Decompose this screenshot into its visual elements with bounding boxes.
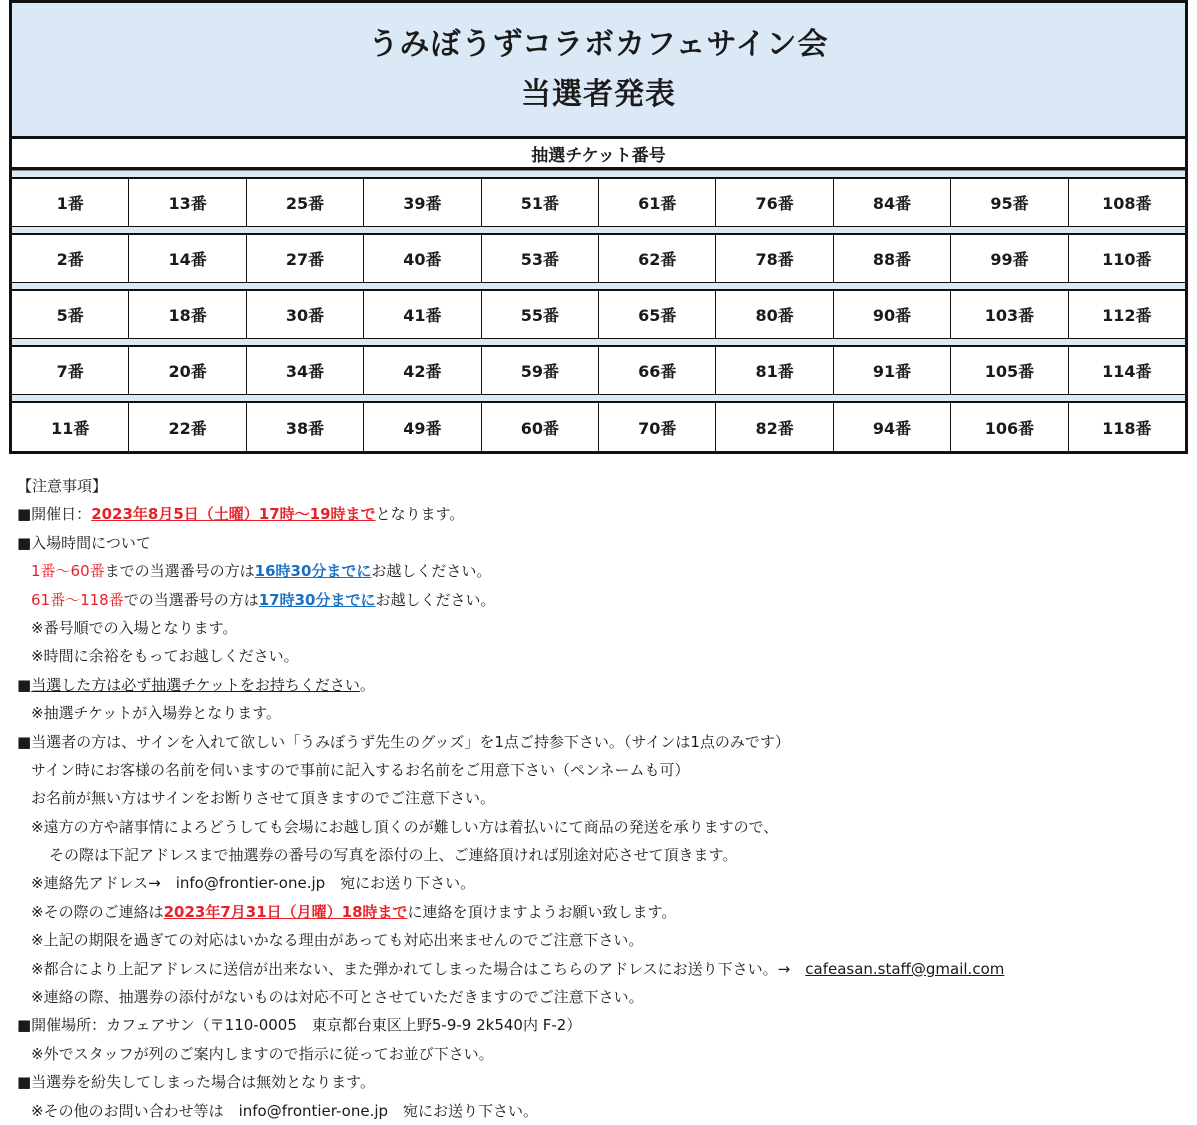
table-row	[12, 291, 1185, 338]
time-note: ※時間に余裕をもってお越しください。	[31, 647, 299, 666]
ticket-number-header: 抽選チケット番号	[9, 139, 1188, 170]
announcement-title: 当選者発表	[521, 76, 676, 112]
row-separator	[12, 170, 1185, 179]
ticket-number-cell: 2番	[12, 235, 129, 282]
event-title: うみぼうずコラボカフェサイン会	[368, 26, 829, 62]
ticket-number-cell: 88番	[834, 235, 951, 282]
entry-heading: ■入場時間について	[17, 533, 151, 552]
ticket-number-cell: 49番	[364, 403, 481, 451]
table-row	[12, 403, 1185, 451]
date-line: ■開催日：2023年8月5日（土曜）17時～19時までとなります。	[17, 505, 465, 524]
ticket-line: ■当選した方は必ず抽選チケットをお持ちください。	[17, 675, 375, 694]
ticket-number-cell: 25番	[247, 179, 364, 226]
ticket-number-cell: 118番	[1102, 418, 1152, 438]
ticket-number-cell: 1番	[12, 179, 129, 226]
ticket-number-cell: 65番	[599, 291, 716, 338]
ticket-number-cell: 30番	[247, 291, 364, 338]
ticket-note: ※抽選チケットが入場券となります。	[31, 704, 282, 723]
ticket-number-cell: 51番	[482, 179, 599, 226]
table-row	[12, 235, 1185, 282]
ticket-number-cell: 41番	[364, 291, 481, 338]
notes-heading: 【注意事項】	[17, 477, 108, 495]
ticket-number-cell: 5番	[12, 291, 129, 338]
inquiry-line: ※その他のお問い合わせ等は info@frontier-one.jp 宛にお送り下さい。	[31, 1101, 539, 1120]
remote-line-2: その際は下記アドレスまで抽選券の番号の写真を添付の上、ご連絡頂ければ別途対応させて頂きます。	[49, 846, 738, 865]
ticket-number-cell: 11番	[12, 403, 129, 451]
ticket-number-cell: 94番	[834, 403, 951, 451]
ticket-number-cell: 62番	[599, 235, 716, 282]
ticket-number-cell: 110番	[1102, 250, 1152, 269]
lost-line: ■当選券を紛失してしまった場合は無効となります。	[17, 1073, 375, 1092]
ticket-number-cell: 105番	[951, 347, 1068, 394]
ticket-number-cell: 90番	[834, 291, 951, 338]
ticket-number-cell: 82番	[716, 403, 833, 451]
contact-line: ※連絡先アドレス→ info@frontier-one.jp 宛にお送り下さい。	[31, 874, 476, 893]
entry-line-1: 1番～60番までの当選番号の方は16時30分までにお越しください。	[31, 562, 492, 581]
ticket-number-cell: 103番	[951, 291, 1068, 338]
order-note: ※番号順での入場となります。	[31, 618, 238, 637]
entry-line-2: 61番～118番での当選番号の方は17時30分までにお越しください。	[31, 590, 496, 609]
ticket-number-cell: 61番	[599, 179, 716, 226]
remote-line-1: ※遠方の方や諸事情によろどうしても会場にお越し頂くのが難しい方は着払いにて商品の発送を承りますので、	[31, 817, 779, 836]
alt-address-line: ※都合により上記アドレスに送信が出来ない、また弾かれてしまった場合はこちらのアドレスにお送り下さい。→ cafeasan.staff@gmail.com	[31, 959, 1005, 978]
ticket-number-cell: 91番	[834, 347, 951, 394]
ticket-number-cell: 84番	[834, 179, 951, 226]
deadline-line: ※その際のご連絡は2023年7月31日（月曜）18時までに連絡を頂けますようお願い致します。	[31, 902, 677, 921]
name-line-2: お名前が無い方はサインをお断りさせて頂きますのでご注意下さい。	[31, 789, 495, 808]
ticket-number-cell: 106番	[951, 403, 1068, 451]
name-line-1: サイン時にお客様の名前を伺いますので事前に記入するお名前をご用意下さい（ペンネームも可）	[31, 760, 690, 779]
ticket-number-cell: 55番	[482, 291, 599, 338]
table-row	[12, 179, 1185, 226]
ticket-number-cell: 99番	[951, 235, 1068, 282]
row-separator	[12, 394, 1185, 403]
ticket-number-cell: 60番	[482, 403, 599, 451]
ticket-number-cell: 40番	[364, 235, 481, 282]
table-row	[12, 347, 1185, 394]
ticket-number-cell: 112番	[1102, 306, 1152, 325]
row-separator	[12, 282, 1185, 291]
ticket-number-cell: 14番	[129, 235, 246, 282]
ticket-number-cell: 95番	[951, 179, 1068, 226]
ticket-number-cell: 53番	[482, 235, 599, 282]
ticket-number-cell: 20番	[129, 347, 246, 394]
ticket-number-cell: 78番	[716, 235, 833, 282]
venue-note: ※外でスタッフが列のご案内しますので指示に従ってお並び下さい。	[31, 1044, 494, 1063]
ticket-number-cell: 13番	[129, 179, 246, 226]
ticket-number-cell: 42番	[364, 347, 481, 394]
event-date: 2023年8月5日（土曜）17時～19時まで	[91, 505, 376, 524]
venue-line: ■開催場所：カフェアサン（〒110-0005 東京都台東区上野5-9-9 2k540内 F-2）	[17, 1016, 582, 1035]
row-separator	[12, 338, 1185, 347]
ticket-number-cell: 34番	[247, 347, 364, 394]
ticket-number-cell: 81番	[716, 347, 833, 394]
ticket-number-cell: 70番	[599, 403, 716, 451]
results-sheet	[9, 0, 1188, 454]
ticket-number-cell: 39番	[364, 179, 481, 226]
goods-line: ■当選者の方は、サインを入れて欲しい「うみぼうず先生のグッズ」を1点ご持参下さい。（サインは1点のみです）	[17, 732, 790, 751]
row-separator	[12, 226, 1185, 235]
ticket-number-cell: 59番	[482, 347, 599, 394]
ticket-number-cell: 18番	[129, 291, 246, 338]
title-banner	[9, 0, 1188, 139]
ticket-number-cell: 108番	[1102, 194, 1152, 213]
ticket-number-cell: 80番	[716, 291, 833, 338]
ticket-number-cell: 66番	[599, 347, 716, 394]
alt-email-link[interactable]: cafeasan.staff@gmail.com	[805, 959, 1005, 978]
ticket-number-cell: 7番	[12, 347, 129, 394]
deadline-note: ※上記の期限を過ぎての対応はいかなる理由があっても対応出来ませんのでご注意下さい。	[31, 931, 644, 950]
ticket-number-cell: 27番	[247, 235, 364, 282]
ticket-number-cell: 76番	[716, 179, 833, 226]
notes-section	[17, 472, 1187, 1125]
ticket-number-cell: 38番	[247, 403, 364, 451]
attach-note: ※連絡の際、抽選券の添付がないものは対応不可とさせていただきますのでご注意下さい。	[31, 988, 644, 1007]
ticket-number-cell: 114番	[1102, 362, 1152, 381]
winning-numbers-table	[9, 170, 1188, 454]
ticket-number-cell: 22番	[129, 403, 246, 451]
